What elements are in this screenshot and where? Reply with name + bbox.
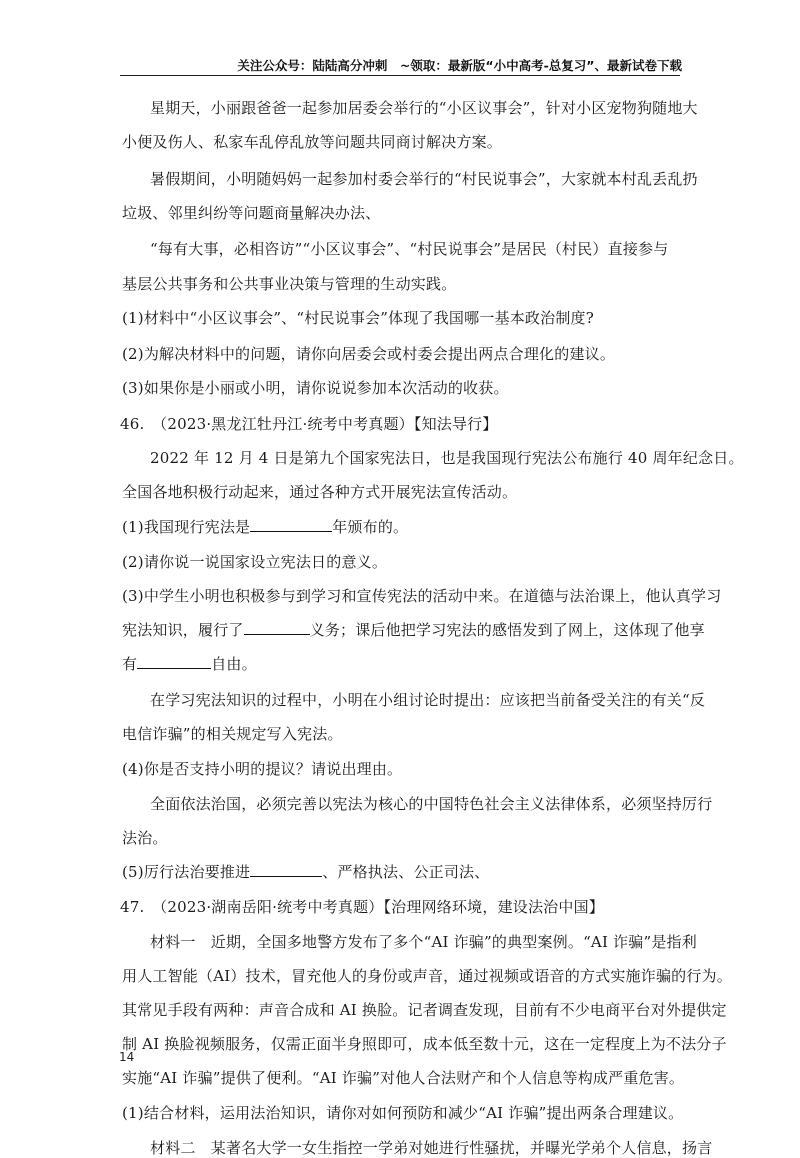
material-line: 制 AI 换脸视频服务，仅需正面半身照即可，成本低至数十元，这在一定程度上为不法分子 bbox=[122, 1035, 727, 1053]
material-line: 其常见手段有两种：声音合成和 AI 换脸。记者调查发现，目前有不少电商平台对外提供定 bbox=[122, 1001, 727, 1019]
answer-blank[interactable] bbox=[250, 517, 332, 532]
material-line: 在学习宪法知识的过程中，小明在小组讨论时提出：应该把当前备受关注的有关“反 bbox=[150, 691, 706, 709]
question-line: (3)中学生小明也积极参与到学习和宣传宪法的活动中来。在道德与法治课上，他认真学习 bbox=[122, 587, 722, 605]
material-line: “每有大事，必相咨访”“小区议事会”、“村民说事会”是居民（村民）直接参与 bbox=[150, 240, 669, 258]
question-line: (3)如果你是小丽或小明，请你说说参加本次活动的收获。 bbox=[122, 379, 509, 397]
material-line: 暑假期间，小明随妈妈一起参加村委会举行的“村民说事会”，大家就本村乱丢乱扔 bbox=[150, 170, 698, 188]
material-line: 垃圾、邻里纠纷等问题商量解决办法、 bbox=[122, 204, 381, 222]
question-line bbox=[122, 517, 682, 537]
material-line: 2022 年 12 月 4 日是第九个国家宪法日，也是我国现行宪法公布施行 40 周年纪念日。 bbox=[150, 449, 744, 467]
question-line: (2)为解决材料中的问题，请你向居委会或村委会提出两点合理化的建议。 bbox=[122, 345, 616, 363]
question-text: 、严格执法、公正司法、 bbox=[322, 863, 490, 881]
material-line: 用人工智能（AI）技术，冒充他人的身份或声音，通过视频或语音的方式实施诈骗的行为。 bbox=[122, 967, 732, 985]
question-line: (2)请你说一说国家设立宪法日的意义。 bbox=[122, 553, 388, 571]
question-text: 义务；课后他把学习宪法的感悟发到了网上，这体现了他享 bbox=[309, 621, 705, 639]
answer-blank[interactable] bbox=[137, 654, 211, 669]
answer-blank[interactable] bbox=[250, 862, 322, 877]
question-line bbox=[122, 620, 705, 640]
page-header: 关注公众号：陆陆高分冲刺 ~领取：最新版“小中高考-总复习”、最新试卷下载 bbox=[237, 58, 682, 73]
question-text: (1)我国现行宪法是 bbox=[122, 518, 251, 536]
material-line: 法治。 bbox=[122, 829, 168, 847]
question-heading-46: 46. （2023·黑龙江牡丹江·统考中考真题）【知法导行】 bbox=[120, 415, 498, 433]
material-line: 材料二 某著名大学一女生指控一学弟对她进行性骚扰，并曝光学弟个人信息，扬言 bbox=[150, 1139, 713, 1157]
question-text: 有 bbox=[122, 655, 138, 673]
question-line: (1)材料中“小区议事会”、“村民说事会”体现了我国哪一基本政治制度? bbox=[122, 309, 594, 327]
question-heading-47: 47. （2023·湖南岳阳·统考中考真题）【治理网络环境，建设法治中国】 bbox=[120, 898, 604, 916]
material-line: 电信诈骗”的相关规定写入宪法。 bbox=[122, 725, 343, 743]
material-line: 实施“AI 诈骗”提供了便利。“AI 诈骗”对他人合法财产和个人信息等构成严重危害。 bbox=[122, 1069, 685, 1087]
header-divider bbox=[120, 75, 680, 76]
material-line: 星期天，小丽跟爸爸一起参加居委会举行的“小区议事会”，针对小区宠物狗随地大 bbox=[150, 99, 698, 117]
question-line: (1)结合材料，运用法治知识，请你对如何预防和减少“AI 诈骗”提出两条合理建议。 bbox=[122, 1104, 684, 1122]
question-text: (5)厉行法治要推进 bbox=[122, 863, 251, 881]
question-line: (4)你是否支持小明的提议？请说出理由。 bbox=[122, 760, 403, 778]
question-text: 自由。 bbox=[211, 655, 257, 673]
question-text: 年颁布的。 bbox=[332, 518, 409, 536]
material-line: 小便及伤人、私家车乱停乱放等问题共同商讨解决方案。 bbox=[122, 133, 503, 151]
question-line bbox=[122, 654, 682, 674]
material-line: 全面依法治国，必须完善以宪法为核心的中国特色社会主义法律体系，必须坚持厉行 bbox=[150, 795, 713, 813]
answer-blank[interactable] bbox=[244, 620, 310, 635]
page-number: 14 bbox=[119, 1050, 135, 1064]
material-line: 全国各地积极行动起来，通过各种方式开展宪法宣传活动。 bbox=[122, 483, 518, 501]
question-text: 宪法知识，履行了 bbox=[122, 621, 244, 639]
material-line: 材料一 近期，全国多地警方发布了多个“AI 诈骗”的典型案例。“AI 诈骗”是指利 bbox=[150, 933, 697, 951]
material-line: 基层公共事务和公共事业决策与管理的生动实践。 bbox=[122, 275, 457, 293]
question-line bbox=[122, 862, 682, 882]
